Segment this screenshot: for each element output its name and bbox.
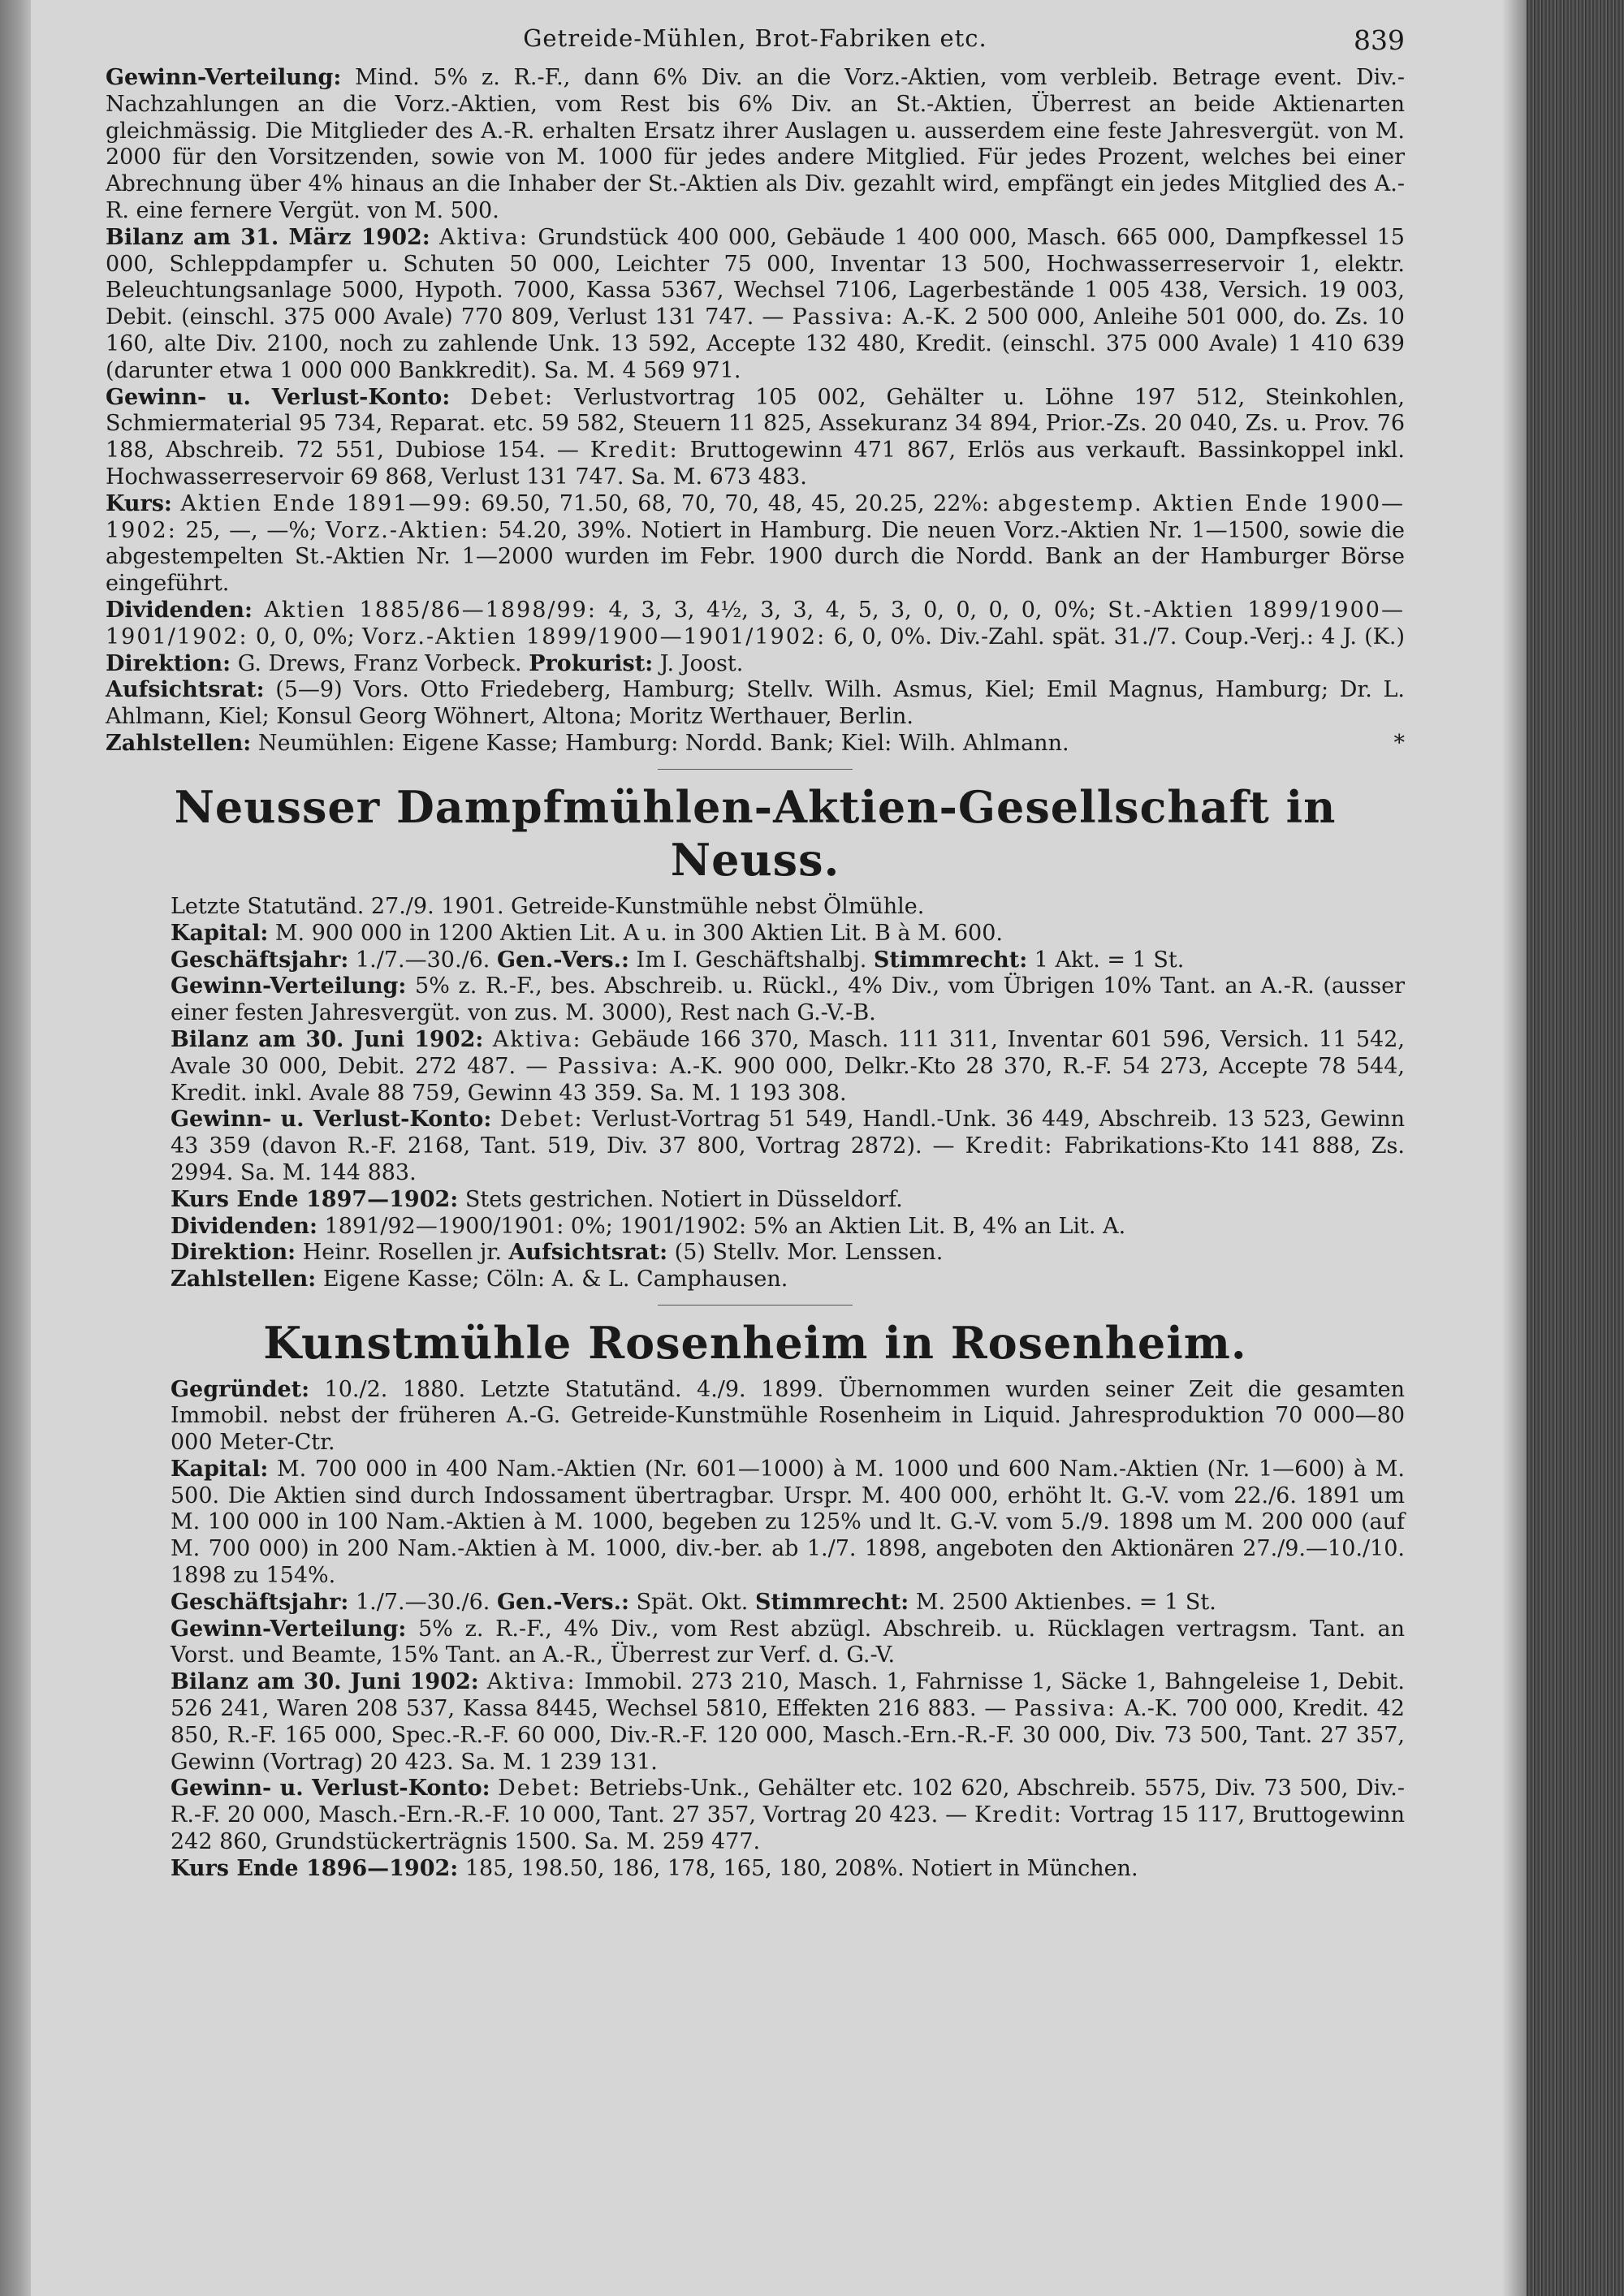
passiva-text: A.-K. 2 500 000, Anleihe 501 000, do. Zs. 10 160, alte Div. 2100, noch zu zahlende Unk. 13 592, Accepte 132 480, Kredit. (einschl. 375 000 Avale) 1 410 639 (darunter etwa 1 000 000 Bankkredit). Sa. M. 4 569 971. — [106, 304, 1405, 383]
kurs-entry — [171, 1187, 1405, 1214]
direktion-text: G. Drews, Franz Vorbeck. — [237, 650, 522, 676]
entry-label: Gegründet: — [171, 1376, 310, 1402]
end-mark: * — [1393, 730, 1405, 756]
kredit-label: Kredit: — [590, 438, 679, 464]
aktiva-text: Immobil. 273 210, Masch. 1, Fahrnisse 1, Säcke 1, Bahngeleise 1, Debit. 526 241, Waren 208 537, Kassa 8445, Wechsel 5810, Effekten 216 883. — — [171, 1669, 1405, 1722]
entry-label: Zahlstellen: — [106, 730, 252, 756]
kredit-text: Fabrikations-Kto 141 888, Zs. 2994. Sa. M. 144 883. — [171, 1133, 1405, 1185]
kurs-aktien-text: 69.50, 71.50, 68, 70, 70, 48, 45, 20.25, 22%: — [481, 490, 990, 516]
gj-text: 1./7.—30./6. — [355, 947, 490, 973]
section-divider — [658, 769, 853, 770]
kredit-text: Vortrag 15 117, Bruttogewinn 242 860, Grundstückerträgnis 1500. Sa. M. 259 477. — [171, 1802, 1405, 1855]
aufsichtsrat-label: Aufsichtsrat: — [508, 1240, 668, 1266]
entry-label: Zahlstellen: — [171, 1267, 317, 1293]
aufsichtsrat-entry — [106, 677, 1405, 731]
intro-entry: Letzte Statutänd. 27./9. 1901. Getreide-Kunstmühle nebst Ölmühle. — [171, 893, 925, 919]
prokurist-label: Prokurist: — [529, 650, 654, 676]
section-divider — [658, 1305, 853, 1306]
entry-label: Gewinn- u. Verlust-Konto: — [171, 1107, 492, 1133]
gegruendet-entry — [171, 1377, 1405, 1457]
kredit-text: Bruttogewinn 471 867, Erlös aus verkauft. Bassinkoppel inkl. Hochwasserreservoir 69 868, Verlust 131 747. Sa. M. 673 483. — [106, 438, 1405, 490]
debet-text: Verlustvortrag 105 002, Gehälter u. Löhne 197 512, Steinkohlen, Schmiermaterial 95 734, Reparat. etc. 59 582, Steuern 11 825, Assekuranz 34 894, Prior.-Zs. 20 040, Zs. u. Prov. 76 188, Abschreib. 72 551, Dubiose 154. — — [106, 384, 1405, 464]
gj-label: Geschäftsjahr: — [171, 947, 349, 973]
entry-text: 5% z. R.-F., bes. Abschreib. u. Rückl., 4% Div., vom Übrigen 10% Tant. an A.-R. (ausser einer festen Jahresvergüt. von zus. M. 3000), Rest nach G.-V.-B. — [171, 973, 1405, 1026]
kurs-entry — [106, 491, 1405, 598]
gewinn-verlust-entry — [171, 1776, 1405, 1855]
entry-label: Kurs Ende 1896—1902: — [171, 1855, 459, 1881]
passiva-text: A.-K. 700 000, Kredit. 42 850, R.-F. 165 000, Spec.-R.-F. 60 000, Div.-R.-F. 120 000, Masch.-Ern.-R.-F. 30 000, Div. 73 500, Tant. 27 357, Gewinn (Vortrag) 20 423. Sa. M. 1 239 131. — [171, 1696, 1405, 1775]
running-header-title: Getreide-Mühlen, Brot-Fabriken etc. — [523, 24, 987, 52]
entry-label: Bilanz am 30. Juni 1902: — [171, 1026, 484, 1052]
dividenden-entry — [106, 598, 1405, 677]
entry-label: Gewinn-Verteilung: — [106, 65, 342, 90]
book-spine-edge — [1527, 0, 1624, 2296]
kapital-entry — [171, 921, 1405, 947]
entry-text: 10./2. 1880. Letzte Statutänd. 4./9. 1899. Übernommen wurden seiner Zeit die gesamten Immobil. nebst der früheren A.-G. Getreide-Kunstmühle Rosenheim in Liquid. Jahresproduktion 70 000—80 000 Meter-Ctr. — [171, 1376, 1405, 1456]
debet-text: Verlust-Vortrag 51 549, Handl.-Unk. 36 449, Abschreib. 13 523, Gewinn 43 359 (davon R.-F. 2168, Tant. 519, Div. 37 800, Vortrag 2872). — — [171, 1107, 1405, 1159]
gewinn-verteilung-entry — [106, 65, 1405, 225]
debet-text: Betriebs-Unk., Gehälter etc. 102 620, Abschreib. 5575, Div. 73 500, Div.-R.-F. 20 000, Masch.-Ern.-R.-F. 10 000, Tant. 27 357, Vortrag 20 423. — — [171, 1776, 1406, 1828]
kurs-entry — [171, 1856, 1405, 1883]
direktion-label: Direktion: — [171, 1240, 296, 1266]
kredit-label: Kredit: — [974, 1802, 1063, 1828]
entry-label: Gewinn-Verteilung: — [171, 973, 407, 999]
debet-label: Debet: — [498, 1776, 581, 1802]
debet-label: Debet: — [470, 384, 555, 410]
entry-label: Gewinn-Verteilung: — [171, 1616, 407, 1642]
gj-label: Geschäftsjahr: — [171, 1589, 349, 1615]
section-neusser-dampfmuehlen — [106, 781, 1405, 1293]
entry-label: Dividenden: — [106, 597, 253, 623]
entry-text: M. 700 000 in 400 Nam.-Aktien (Nr. 601—1000) à M. 1000 und 600 Nam.-Aktien (Nr. 1—600) à M. 500. Die Aktien sind durch Indossament übertragbar. Urspr. M. 400 000, erhöht lt. G.-V. vom 22./6. 1891 um M. 100 000 in 100 Nam.-Aktien à M. 1000, begeben zu 125% und lt. G.-V. vom 5./9. 1898 um M. 200 000 (auf M. 700 000) in 200 Nam.-Aktien à M. 1000, div.-ber. ab 1./7. 1898, angeboten den Aktionären 27./9.—10./10. 1898 zu 154%. — [171, 1456, 1405, 1589]
div-vorz-label: Vorz.-Aktien 1899/1900—1901/1902: — [362, 624, 827, 650]
entry-text: Stets gestrichen. Notiert in Düsseldorf. — [464, 1186, 903, 1212]
kurs-aktien-label: Aktien Ende 1891—99: — [180, 490, 473, 516]
gewinn-verlust-entry — [106, 385, 1405, 491]
kurs-abgestemp-label: abgestemp. Aktien Ende 1900—1902: — [106, 490, 1405, 543]
debet-label: Debet: — [499, 1107, 584, 1133]
zahlstellen-entry — [106, 731, 1405, 757]
div-vorz-text: 6, 0, 0%. Div.-Zahl. spät. 31./7. Coup.-Verj.: 4 J. (K.) — [833, 624, 1405, 650]
entry-label: Kapital: — [171, 1456, 269, 1482]
page-number: 839 — [1354, 24, 1405, 56]
gv-label: Gen.-Vers.: — [496, 1589, 629, 1615]
passiva-label: Passiva: — [792, 304, 895, 330]
entry-label: Kurs Ende 1897—1902: — [171, 1186, 459, 1212]
entry-text: (5—9) Vors. Otto Friedeberg, Hamburg; Stellv. Wilh. Asmus, Kiel; Emil Magnus, Hamburg; Dr. L. Ahlmann, Kiel; Konsul Georg Wöhnert, Altona; Moritz Werthauer, Berlin. — [106, 677, 1405, 730]
passiva-text: A.-K. 900 000, Delkr.-Kto 28 370, R.-F. 54 273, Accepte 78 544, Kredit. inkl. Avale 88 759, Gewinn 43 359. Sa. M. 1 193 308. — [171, 1053, 1405, 1106]
entry-label: Bilanz am 31. März 1902: — [106, 224, 430, 250]
document-page — [106, 24, 1405, 2265]
kredit-label: Kredit: — [965, 1133, 1054, 1159]
gv-label: Gen.-Vers.: — [496, 947, 629, 973]
div-st-text: 0, 0, 0%; — [255, 624, 355, 650]
aktiva-label: Aktiva: — [492, 1026, 582, 1052]
geschaeftsjahr-entry — [171, 1590, 1405, 1616]
passiva-label: Passiva: — [557, 1053, 660, 1079]
company-title: Kunstmühle Rosenheim in Rosenheim. — [263, 1316, 1247, 1369]
kurs-vorz-text: 54.20, 39%. Notiert in Hamburg. Die neuen Vorz.-Aktien Nr. 1—1500, sowie die abgestempelten St.-Aktien Nr. 1—2000 wurden im Febr. 1900 durch die Nordd. Bank an der Hamburger Börse eingeführt. — [106, 517, 1405, 597]
dividenden-entry — [171, 1214, 1405, 1241]
company-block — [106, 894, 1405, 1293]
gv-text: Im I. Geschäftshalbj. — [636, 947, 867, 973]
kapital-entry — [171, 1457, 1405, 1590]
div-st-label: St.-Aktien 1899/1900—1901/1902: — [106, 597, 1405, 650]
stimmrecht-text: 1 Akt. = 1 St. — [1034, 947, 1185, 973]
direktion-label: Direktion: — [106, 650, 231, 676]
entry-label: Bilanz am 30. Juni 1902: — [171, 1669, 479, 1695]
entry-text: Eigene Kasse; Cöln: A. & L. Camphausen. — [322, 1267, 788, 1293]
section-kunstmuehle-rosenheim — [106, 1317, 1405, 1883]
zahlstellen-entry — [171, 1267, 1405, 1293]
direktion-entry — [171, 1240, 1405, 1267]
gv-text: Spät. Okt. — [636, 1589, 749, 1615]
passiva-label: Passiva: — [1014, 1696, 1116, 1722]
entry-text: 185, 198.50, 186, 178, 165, 180, 208%. Notiert in München. — [464, 1855, 1138, 1881]
section-previous-company — [106, 65, 1405, 757]
div-aktien-text: 4, 3, 3, 4½, 3, 3, 4, 5, 3, 0, 0, 0, 0, 0%; — [608, 597, 1096, 623]
kurs-vorz-label: Vorz.-Aktien: — [325, 517, 490, 543]
entry-text: 1891/92—1900/1901: 0%; 1901/1902: 5% an Aktien Lit. B, 4% an Lit. A. — [324, 1213, 1126, 1239]
gewinn-verteilung-entry — [171, 973, 1405, 1027]
entry-label: Kapital: — [171, 920, 269, 946]
aktiva-text: Gebäude 166 370, Masch. 111 311, Inventar 601 596, Versich. 11 542, Avale 30 000, Debit. 272 487. — — [171, 1026, 1405, 1079]
stimmrecht-text: M. 2500 Aktienbes. = 1 St. — [915, 1589, 1216, 1615]
stimmrecht-label: Stimmrecht: — [754, 1589, 909, 1615]
page-gutter-left — [0, 0, 31, 2296]
company-title: Neusser Dampfmühlen-Aktien-Gesellschaft in Neuss. — [174, 780, 1337, 887]
aktiva-label: Aktiva: — [486, 1669, 577, 1695]
bilanz-entry — [106, 225, 1405, 385]
bilanz-entry — [171, 1027, 1405, 1107]
gewinn-verlust-entry — [171, 1107, 1405, 1186]
entry-label: Aufsichtsrat: — [106, 677, 265, 703]
kurs-abgestemp-text: 25, —, —%; — [185, 517, 317, 543]
aktiva-label: Aktiva: — [439, 224, 529, 250]
entry-label: Dividenden: — [171, 1213, 317, 1239]
aktiva-text: Grundstück 400 000, Gebäude 1 400 000, Masch. 665 000, Dampfkessel 15 000, Schleppdampfer u. Schuten 50 000, Leichter 75 000, Inventar 13 500, Hochwasserreservoir 1, elektr. Beleuchtungsanlage 5000, Hypoth. 7000, Kassa 5367, Wechsel 7106, Lagerbestände 1 005 438, Versich. 19 003, Debit. (einschl. 375 000 Avale) 770 809, Verlust 131 747. — — [106, 224, 1405, 330]
gj-text: 1./7.—30./6. — [355, 1589, 490, 1615]
bilanz-entry — [171, 1669, 1405, 1776]
div-aktien-label: Aktien 1885/86—1898/99: — [264, 597, 597, 623]
entry-label: Kurs: — [106, 490, 172, 516]
entry-label: Gewinn- u. Verlust-Konto: — [106, 384, 451, 410]
prokurist-text: J. Joost. — [659, 650, 744, 676]
entry-label: Gewinn- u. Verlust-Konto: — [171, 1776, 490, 1802]
aufsichtsrat-text: (5) Stellv. Mor. Lenssen. — [674, 1240, 944, 1266]
geschaeftsjahr-entry — [171, 947, 1405, 974]
entry-text: Mind. 5% z. R.-F., dann 6% Div. an die Vorz.-Aktien, vom verbleib. Betrage event. Div.-Nachzahlungen an die Vorz.-Aktien, vom Rest bis 6% Div. an St.-Aktien, Überrest an beide Aktienarten gleichmässig. Die Mitglieder des A.-R. erhalten Ersatz ihrer Auslagen u. ausserdem eine feste Jahresvergüt. von M. 2000 für den Vorsitzenden, sowie von M. 1000 für jedes andere Mitglied. Für jedes Prozent, welches bei einer Abrechnung über 4% hinaus an die Inhaber der St.-Aktien als Div. gezahlt wird, empfängt ein jedes Mitglied des A.-R. eine fernere Vergüt. von M. 500. — [106, 65, 1405, 223]
running-header — [106, 24, 1405, 65]
entry-text: 5% z. R.-F., 4% Div., vom Rest abzügl. Abschreib. u. Rücklagen vertragsm. Tant. an Vorst. und Beamte, 15% Tant. an A.-R., Überrest zur Verf. d. G.-V. — [171, 1616, 1405, 1668]
gewinn-verteilung-entry — [171, 1616, 1405, 1670]
company-block — [106, 1377, 1405, 1883]
stimmrecht-label: Stimmrecht: — [873, 947, 1028, 973]
direktion-text: Heinr. Rosellen jr. — [302, 1240, 502, 1266]
entry-text: M. 900 000 in 1200 Aktien Lit. A u. in 300 Aktien Lit. B à M. 600. — [274, 920, 1003, 946]
entry-text: Neumühlen: Eigene Kasse; Hamburg: Nordd. Bank; Kiel: Wilh. Ahlmann. — [257, 730, 1069, 756]
